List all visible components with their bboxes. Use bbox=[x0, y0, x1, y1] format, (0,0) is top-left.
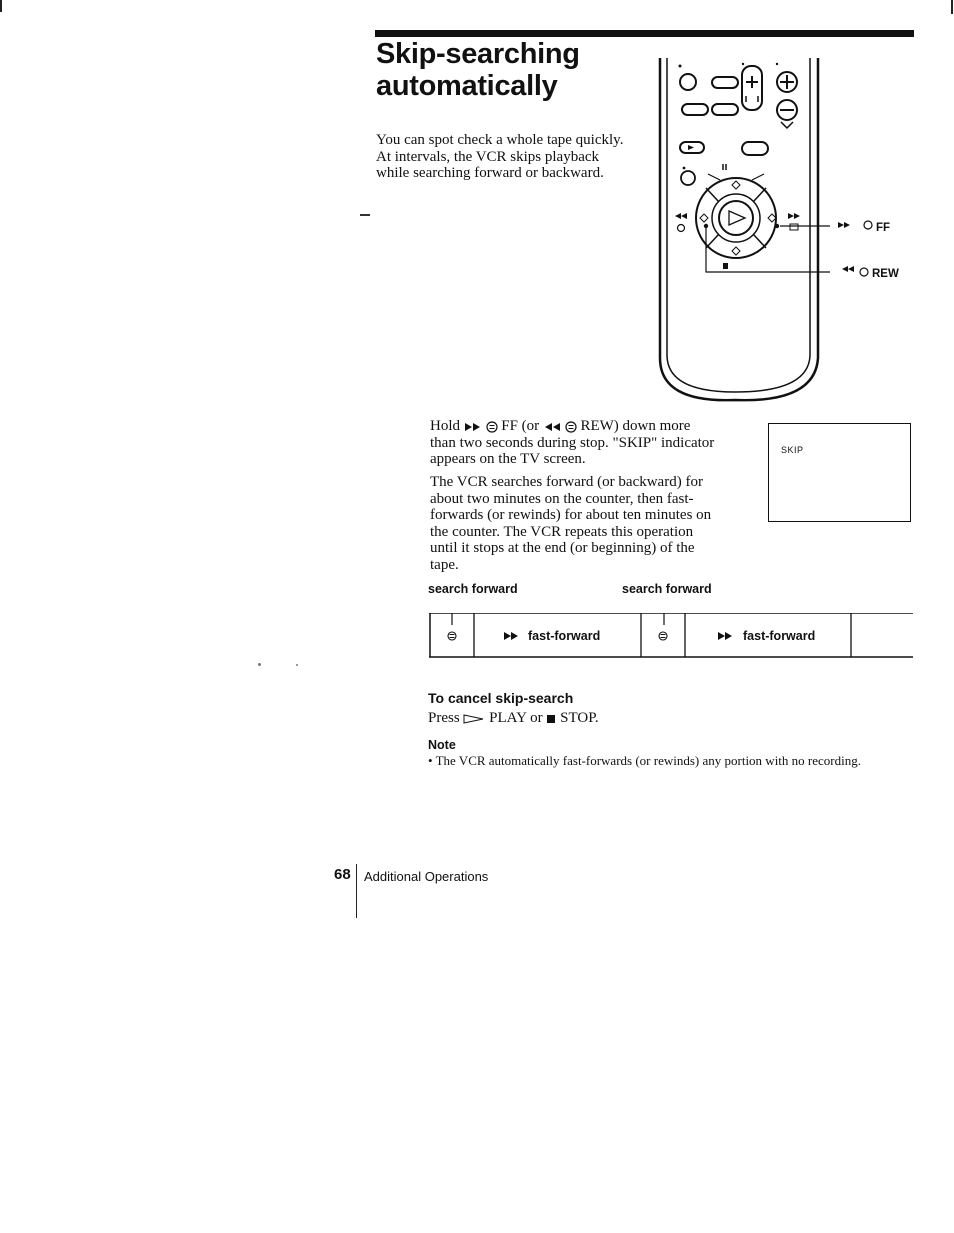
scan-artifact bbox=[258, 663, 261, 666]
search-forward-label: search forward bbox=[622, 582, 712, 596]
search-forward-label: search forward bbox=[428, 582, 518, 596]
step2-paragraph bbox=[430, 474, 735, 573]
skip-search-icon bbox=[565, 421, 577, 433]
hold-text: Hold bbox=[430, 418, 460, 434]
scan-artifact bbox=[0, 0, 2, 12]
step1-line2: than two seconds during stop. "SKIP" indicator bbox=[430, 434, 715, 451]
skip-search-icon bbox=[486, 421, 498, 433]
intro-line: You can spot check a whole tape quickly. bbox=[376, 132, 624, 148]
skip-search-timeline bbox=[429, 613, 913, 658]
stop-icon bbox=[546, 714, 556, 724]
press-text: Press bbox=[428, 710, 460, 726]
stop-text: STOP. bbox=[560, 710, 599, 726]
step2-line: about two minutes on the counter, then fast- bbox=[430, 490, 694, 507]
rewind-icon bbox=[543, 422, 561, 432]
intro-paragraph bbox=[376, 132, 638, 182]
step2-line: The VCR searches forward (or backward) for bbox=[430, 474, 703, 490]
note-text: The VCR automatically fast-forwards (or rewinds) any portion with no recording. bbox=[435, 753, 861, 768]
cancel-heading: To cancel skip-search bbox=[428, 690, 574, 706]
step2-line: tape. bbox=[430, 556, 459, 573]
bullet: • bbox=[428, 753, 433, 768]
footer-divider bbox=[356, 864, 357, 918]
section-name: Additional Operations bbox=[364, 869, 489, 884]
page-title bbox=[376, 38, 656, 102]
remote-control-illustration bbox=[640, 58, 910, 408]
note-heading: Note bbox=[428, 738, 456, 752]
intro-line: while searching forward or backward. bbox=[376, 165, 604, 181]
page-title-line2: automatically bbox=[376, 70, 558, 102]
page-number: 68 bbox=[334, 866, 351, 883]
fast-forward-segment-label: fast-forward bbox=[743, 629, 816, 643]
ff-label: FF bbox=[876, 222, 891, 234]
scan-artifact bbox=[296, 664, 298, 666]
page-title-line1: Skip-searching bbox=[376, 38, 580, 70]
ff-or-text: FF (or bbox=[501, 418, 540, 434]
step1-line3: appears on the TV screen. bbox=[430, 451, 586, 467]
fast-forward-segment-label: fast-forward bbox=[528, 629, 601, 643]
rew-label: REW bbox=[872, 268, 899, 280]
note-item bbox=[428, 753, 908, 769]
cancel-instruction bbox=[428, 710, 599, 727]
skip-indicator: SKIP bbox=[781, 445, 804, 455]
step1-paragraph bbox=[430, 418, 735, 468]
intro-line: At intervals, the VCR skips playback bbox=[376, 148, 600, 165]
title-rule bbox=[375, 30, 914, 37]
step2-line: the counter. The VCR repeats this operation bbox=[430, 523, 694, 540]
step1-line1 bbox=[430, 418, 735, 435]
step2-line: forwards (or rewinds) for about ten minutes on bbox=[430, 507, 712, 523]
tv-screen-illustration bbox=[768, 423, 911, 522]
rew-text: REW) down more bbox=[580, 418, 691, 434]
scan-artifact bbox=[951, 0, 953, 14]
fast-forward-icon bbox=[464, 422, 482, 432]
scan-artifact bbox=[360, 214, 370, 216]
play-text: PLAY or bbox=[489, 710, 543, 726]
step2-line: until it stops at the end (or beginning) of the bbox=[430, 540, 695, 556]
play-icon bbox=[463, 714, 485, 724]
